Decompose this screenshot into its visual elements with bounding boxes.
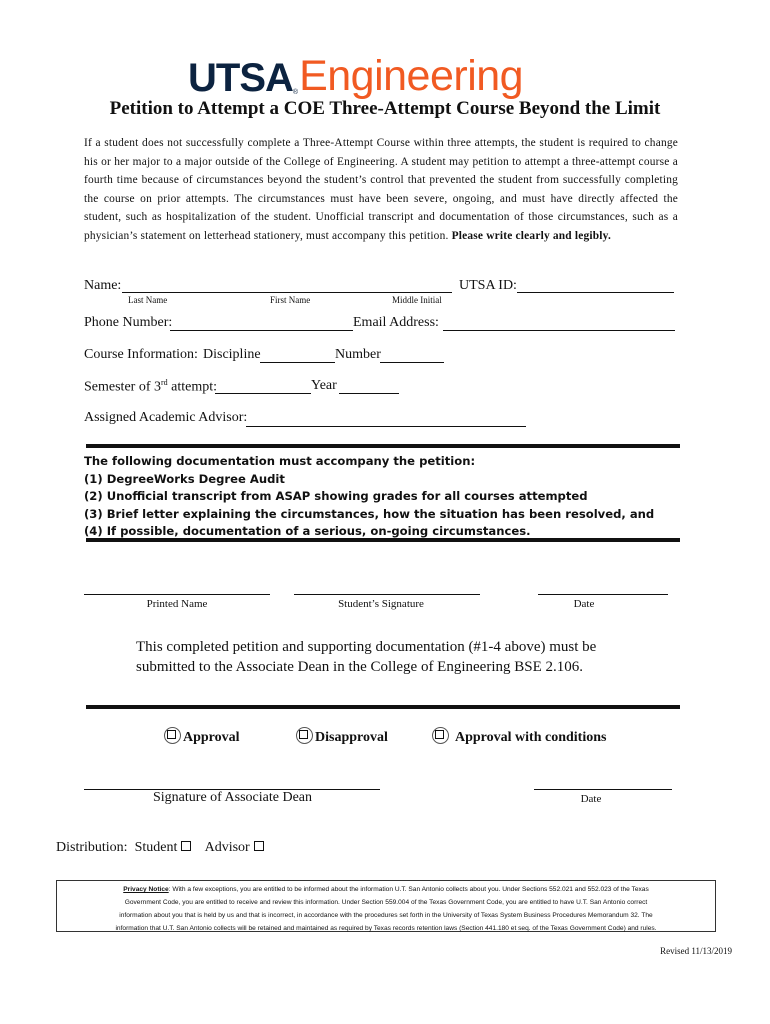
privacy-notice — [56, 880, 716, 932]
student-signature-line[interactable] — [294, 594, 480, 595]
email-label: Email Address: — [353, 315, 439, 330]
privacy-line-1: : With a few exceptions, you are entitled to be informed about the information U.T. San Antonio collects about you. Under Sections 552.021 and 552.023 of the Texas — [168, 886, 649, 893]
logo-utsa-text: UTSA — [188, 56, 293, 100]
logo-registered-mark: ® — [292, 89, 299, 96]
semester-label-superscript: rd — [160, 378, 168, 387]
disapproval-label: Disapproval — [315, 730, 388, 745]
year-label: Year — [311, 378, 337, 393]
documentation-heading: The following documentation must accompany the petition: — [84, 454, 476, 468]
approval-conditions-checkbox[interactable] — [432, 727, 449, 744]
first-name-hint: First Name — [270, 295, 311, 305]
intro-paragraph — [84, 134, 678, 246]
approval-conditions-checkbox-box — [435, 730, 444, 739]
documentation-item-4: (4) If possible, documentation of a serious, on-going circumstances. — [84, 524, 531, 539]
disapproval-checkbox[interactable] — [296, 727, 313, 744]
phone-label: Phone Number: — [84, 315, 173, 330]
year-input[interactable] — [339, 393, 399, 394]
approval-checkbox-box — [167, 730, 176, 739]
student-date-label: Date — [573, 598, 595, 610]
semester-label-text: Semester of 3 — [84, 379, 161, 395]
semester-label — [84, 378, 217, 396]
name-label: Name: — [84, 278, 122, 293]
dean-date-label: Date — [580, 793, 602, 805]
dean-signature-label: Signature of Associate Dean — [153, 790, 313, 805]
intro-bold-note: Please write clearly and legibly. — [451, 229, 611, 242]
email-input[interactable] — [443, 330, 675, 331]
disapproval-option[interactable] — [296, 727, 388, 746]
divider-bottom — [86, 705, 680, 709]
dean-date-line[interactable] — [534, 789, 672, 790]
revision-date: Revised 11/13/2019 — [660, 946, 732, 956]
submission-note-line-2: submitted to the Associate Dean in the College of Engineering BSE 2.106. — [136, 659, 584, 675]
advisor-label: Assigned Academic Advisor: — [84, 410, 248, 425]
printed-name-label: Printed Name — [146, 598, 208, 610]
privacy-notice-title: Privacy Notice — [123, 886, 169, 893]
documentation-item-1: (1) DegreeWorks Degree Audit — [84, 471, 285, 486]
distribution-student-checkbox[interactable] — [181, 841, 191, 851]
page-title: Petition to Attempt a COE Three-Attempt Course Beyond the Limit — [109, 98, 661, 119]
documentation-item-3: (3) Brief letter explaining the circumstances, how the situation has been resolved, and — [84, 506, 655, 521]
submission-note-line-1: This completed petition and supporting documentation (#1-4 above) must be — [136, 639, 597, 655]
middle-initial-hint: Middle Initial — [392, 295, 442, 305]
distribution-row — [56, 840, 264, 856]
distribution-advisor-checkbox[interactable] — [254, 841, 264, 851]
name-row — [84, 278, 121, 294]
utsa-id-label: UTSA ID: — [459, 278, 517, 293]
divider-middle — [86, 538, 680, 542]
distribution-advisor-label: Advisor — [204, 840, 250, 855]
intro-text: If a student does not successfully complete a Three-Attempt Course within three attempts, the student is required to change his or her major to a major outside of the College of Engineering. A student may petition to attempt a three-attempt course a fourth time because of circumstances beyond the student’s control that prevented the student from successfully completing the course on prior attempts. The circumstances must have been severe, ongoing, and must have directly affected the student, such as hospitalization of the student. Unofficial transcript and documentation of those circumstances, such as a physician’s statement on letterhead stationery, must accompany this petition. — [84, 137, 678, 242]
semester-input[interactable] — [215, 393, 311, 394]
discipline-input[interactable] — [260, 362, 335, 363]
documentation-item-2: (2) Unofficial transcript from ASAP showing grades for all courses attempted — [84, 489, 588, 504]
distribution-label: Distribution: — [56, 840, 128, 855]
phone-input[interactable] — [170, 330, 353, 331]
privacy-line-2: Government Code, you are entitled to receive and review this information. Under Section 559.004 of the Texas Government Code, you are entitled to have U.T. San Antonio correct — [124, 899, 648, 906]
name-input[interactable] — [122, 292, 452, 293]
documentation-list — [84, 453, 654, 541]
number-label: Number — [335, 347, 381, 362]
student-signature-label: Student’s Signature — [338, 598, 424, 610]
semester-label-suffix: attempt: — [167, 379, 218, 395]
submission-note — [136, 637, 596, 677]
last-name-hint: Last Name — [128, 295, 168, 305]
utsa-engineering-logo — [188, 42, 523, 98]
approval-conditions-option[interactable] — [432, 727, 606, 746]
privacy-line-3: information about you that is held by us and that is incorrect, in accordance with the procedures set forth in the University of Texas System Business Procedures Memorandum 32. The — [119, 912, 653, 919]
logo-engineering-text: Engineering — [299, 52, 524, 100]
approval-checkbox[interactable] — [164, 727, 181, 744]
privacy-line-4: information that U.T. San Antonio collects will be retained and maintained as required by Texas records retention laws (Section 441.180 et seq. of the Texas Government Code) and rules. — [115, 925, 657, 932]
divider-top — [86, 444, 680, 448]
distribution-student-label: Student — [134, 840, 178, 855]
utsa-id-input[interactable] — [517, 292, 674, 293]
approval-conditions-label: Approval with conditions — [455, 730, 607, 745]
student-date-line[interactable] — [538, 594, 668, 595]
course-number-input[interactable] — [380, 362, 444, 363]
printed-name-line[interactable] — [84, 594, 270, 595]
disapproval-checkbox-box — [299, 730, 308, 739]
approval-label: Approval — [183, 730, 240, 745]
discipline-label: Discipline — [203, 347, 261, 362]
approval-option[interactable] — [164, 727, 240, 746]
course-info-label: Course Information: — [84, 347, 198, 362]
advisor-input[interactable] — [246, 426, 526, 427]
